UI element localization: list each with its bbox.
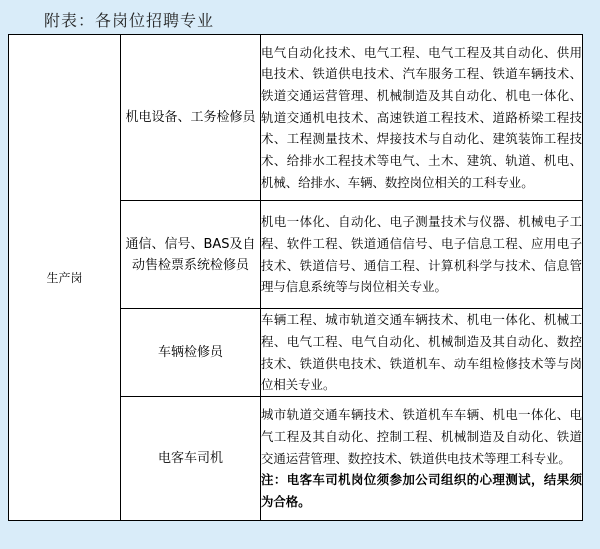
position-cell: 电客车司机 bbox=[121, 397, 261, 521]
majors-cell bbox=[261, 397, 583, 521]
majors-cell: 电气自动化技术、电气工程、电气工程及其自动化、供用电技术、铁道供电技术、汽车服务工程、铁道车辆技术、铁道交通运营管理、机械制造及其自动化、机电一体化、轨道交通机电技术、高速铁道工程技术、道路桥梁工程技术、工程测量技术、焊接技术与自动化、建筑装饰工程技术、给排水工程技术等电气、土木、建筑、轨道、机电、机械、给排水、车辆、数控岗位相关的工科专业。 bbox=[261, 35, 583, 201]
recruitment-table bbox=[8, 34, 583, 521]
category-cell: 生产岗 bbox=[9, 35, 121, 521]
position-cell: 通信、信号、BAS及自动售检票系统检修员 bbox=[121, 201, 261, 309]
majors-cell: 车辆工程、城市轨道交通车辆技术、机电一体化、机械工程、电气工程、电气自动化、机械制造及其自动化、数控技术、铁道供电技术、铁道机车、动车组检修技术等与岗位相关专业。 bbox=[261, 309, 583, 397]
page-title: 附表：各岗位招聘专业 bbox=[44, 11, 215, 30]
note-text: 注：电客车司机岗位须参加公司组织的心理测试，结果须为合格。 bbox=[261, 472, 582, 510]
majors-text: 城市轨道交通车辆技术、铁道机车车辆、机电一体化、电气工程及其自动化、控制工程、机械制造及自动化、铁道交通运营管理、数控技术、铁道供电技术等理工科专业。 bbox=[261, 407, 582, 466]
position-cell: 机电设备、工务检修员 bbox=[121, 35, 261, 201]
majors-cell: 机电一体化、自动化、电子测量技术与仪器、机械电子工程、软件工程、铁道通信信号、电子信息工程、应用电子技术、铁道信号、通信工程、计算机科学与技术、信息管理与信息系统等与岗位相关专业。 bbox=[261, 201, 583, 309]
table-row bbox=[9, 35, 583, 201]
position-cell: 车辆检修员 bbox=[121, 309, 261, 397]
